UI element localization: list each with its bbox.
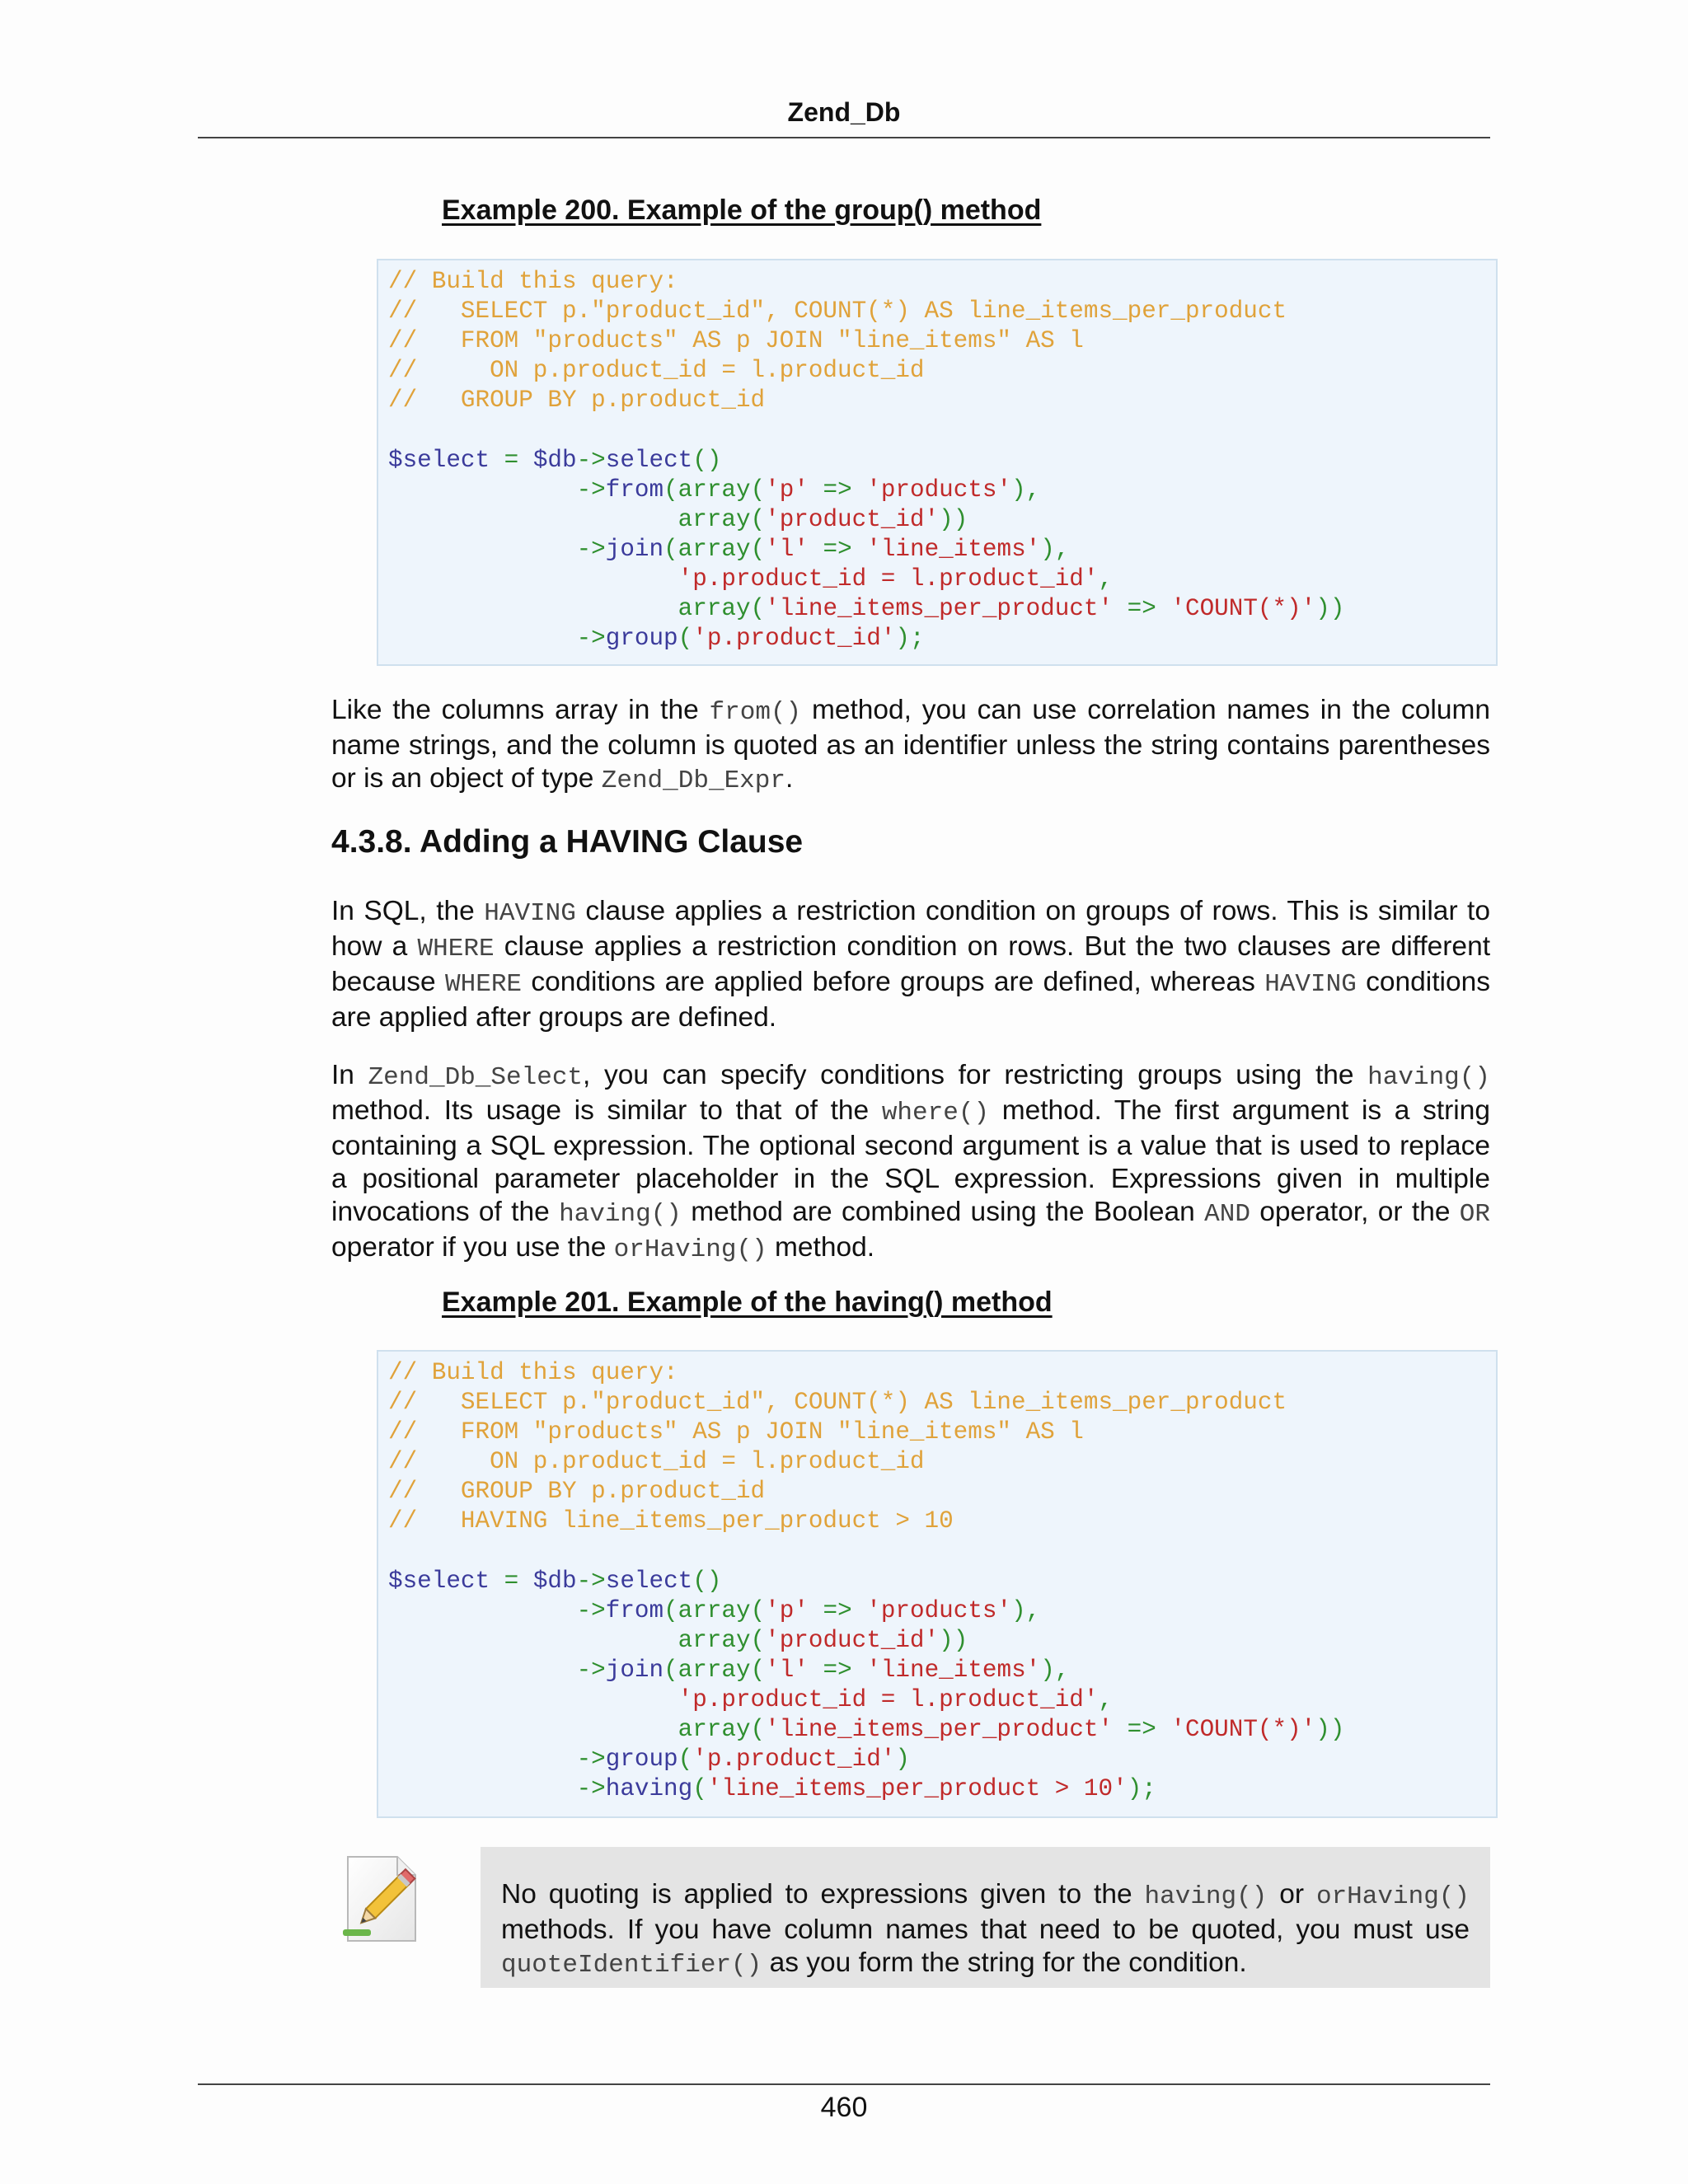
code-token: having bbox=[605, 1775, 693, 1803]
code-token: group bbox=[605, 625, 678, 653]
inline-code: WHERE bbox=[417, 935, 495, 963]
code-token: from bbox=[605, 1596, 664, 1624]
code-token: => bbox=[823, 535, 852, 563]
code-token: $select bbox=[388, 1567, 490, 1595]
code-comment-line: // SELECT p."product_id", COUNT(*) AS line_items_per_product bbox=[388, 298, 1287, 326]
pencil-note-icon bbox=[336, 1850, 427, 1947]
code-token: join bbox=[605, 535, 664, 563]
code-token: => bbox=[823, 1656, 852, 1684]
code-token: 'COUNT(*)' bbox=[1170, 595, 1316, 623]
code-token: = bbox=[490, 1567, 533, 1595]
text-run: conditions are applied after groups are defined. bbox=[331, 967, 1491, 1033]
code-token: -> bbox=[576, 446, 606, 474]
code-comment-line: // ON p.product_id = l.product_id bbox=[388, 357, 925, 385]
footer-rule bbox=[198, 2083, 1490, 2085]
code-comment-line: // FROM "products" AS p JOIN "line_items" AS l bbox=[388, 327, 1084, 355]
code-token: = bbox=[490, 446, 533, 474]
paragraph-columns-correlation bbox=[331, 694, 1490, 798]
header-rule bbox=[198, 137, 1490, 138]
text-run: Like the columns array in the bbox=[331, 695, 710, 725]
inline-code: Zend_Db_Expr bbox=[601, 766, 785, 795]
paragraph-having-method bbox=[331, 1059, 1490, 1267]
code-token: -> bbox=[576, 1775, 606, 1803]
code-token: $db bbox=[532, 1567, 577, 1595]
code-token: -> bbox=[576, 1746, 606, 1774]
code-token: 'l' bbox=[765, 1656, 809, 1684]
code-token: select bbox=[605, 1567, 693, 1595]
code-token: from bbox=[605, 476, 664, 504]
code-token: -> bbox=[576, 1567, 606, 1595]
text-run: In SQL, the bbox=[331, 896, 485, 926]
inline-code: HAVING bbox=[484, 899, 576, 928]
running-header: Zend_Db bbox=[787, 97, 901, 127]
code-token: 'COUNT(*)' bbox=[1170, 1716, 1316, 1744]
code-token: 'p' bbox=[765, 1596, 809, 1624]
inline-code: where() bbox=[881, 1099, 990, 1127]
code-token: 'p.product_id = l.product_id' bbox=[678, 1686, 1099, 1714]
section-heading: 4.3.8. Adding a HAVING Clause bbox=[331, 824, 804, 860]
code-comment-line: // Build this query: bbox=[388, 1359, 678, 1386]
code-token: => bbox=[823, 476, 852, 504]
code-token: 'p.product_id = l.product_id' bbox=[678, 565, 1099, 593]
code-token: array bbox=[678, 476, 751, 504]
code-token: array bbox=[678, 1716, 751, 1744]
code-token: 'product_id' bbox=[765, 1626, 940, 1654]
inline-code: quoteIdentifier() bbox=[501, 1951, 762, 1980]
text-run: method are combined using the Boolean bbox=[681, 1197, 1205, 1227]
inline-code: having() bbox=[1144, 1882, 1268, 1911]
code-token: $db bbox=[532, 446, 577, 474]
text-run: method. bbox=[767, 1232, 875, 1263]
inline-code: orHaving() bbox=[613, 1235, 767, 1264]
code-token: array bbox=[678, 1626, 751, 1654]
code-token: 'line_items' bbox=[866, 535, 1041, 563]
code-token: => bbox=[823, 1596, 852, 1624]
code-comment-line: // ON p.product_id = l.product_id bbox=[388, 1448, 925, 1476]
inline-code: WHERE bbox=[445, 970, 523, 999]
code-token: join bbox=[605, 1656, 664, 1684]
code-token: array bbox=[678, 1596, 751, 1624]
text-run: In bbox=[331, 1060, 368, 1090]
code-block-having bbox=[377, 1350, 1498, 1818]
text-run: . bbox=[785, 763, 794, 794]
paragraph-having-sql bbox=[331, 895, 1490, 1034]
code-comment-line: // SELECT p."product_id", COUNT(*) AS line_items_per_product bbox=[388, 1389, 1287, 1417]
code-token: -> bbox=[576, 1596, 606, 1624]
code-comment-line: // GROUP BY p.product_id bbox=[388, 387, 766, 415]
code-token: 'products' bbox=[866, 476, 1012, 504]
code-comment-line: // HAVING line_items_per_product > 10 bbox=[388, 1507, 954, 1535]
code-comment-line: // Build this query: bbox=[388, 268, 678, 295]
code-token: -> bbox=[576, 1656, 606, 1684]
code-comment-line: // GROUP BY p.product_id bbox=[388, 1478, 766, 1506]
text-run: methods. If you have column names that need to be quoted, you must use bbox=[501, 1915, 1470, 1945]
note-box bbox=[481, 1847, 1490, 1988]
code-token: -> bbox=[576, 625, 606, 653]
text-run: clause applies a restriction condition on groups of rows. This is similar to how a bbox=[331, 896, 1490, 962]
code-token: select bbox=[605, 446, 693, 474]
code-token: group bbox=[605, 1746, 678, 1774]
example-200-title: Example 200. Example of the group() method bbox=[442, 194, 1042, 226]
code-token: 'p.product_id' bbox=[692, 625, 896, 653]
code-token: 'line_items' bbox=[866, 1656, 1041, 1684]
code-token: () bbox=[692, 1567, 722, 1595]
code-token: 'line_items_per_product > 10' bbox=[706, 1775, 1128, 1803]
page-number: 460 bbox=[820, 2092, 868, 2123]
code-token: 'product_id' bbox=[765, 505, 940, 533]
text-run: method, you can use correlation names in the column name strings, and the column is quoted as an identifier unless the string contains parentheses or is an object of type bbox=[331, 695, 1490, 794]
text-run: operator if you use the bbox=[331, 1232, 614, 1263]
text-run: No quoting is applied to expressions given to the bbox=[501, 1879, 1145, 1910]
inline-code: having() bbox=[559, 1200, 682, 1229]
code-listing-group: // Build this query: // SELECT p."product_id", COUNT(*) AS line_items_per_product // FROM "products" AS p JOIN "line_items" AS l // ON p.product_id = l.product_id // GROUP BY p.product_id $select = $db->select() ->from(array('p' => 'products'), array('product_id')) ->join(array('l' => 'line_items'), 'p.product_id = l.product_id', array('line_items_per_product' => 'COUNT(*)')) ->group('p.product_id'); bbox=[388, 268, 1345, 653]
text-run: conditions are applied before groups are defined, whereas bbox=[522, 967, 1265, 997]
inline-code: orHaving() bbox=[1315, 1882, 1470, 1911]
code-token: array bbox=[678, 535, 751, 563]
inline-code: having() bbox=[1367, 1063, 1490, 1092]
code-token: () bbox=[692, 446, 722, 474]
text-run: operator, or the bbox=[1250, 1197, 1460, 1227]
inline-code: from() bbox=[709, 698, 802, 727]
inline-code: HAVING bbox=[1264, 970, 1357, 999]
code-listing-having: // Build this query: // SELECT p."product_id", COUNT(*) AS line_items_per_product // FROM "products" AS p JOIN "line_items" AS l // ON p.product_id = l.product_id // GROUP BY p.product_id // HAVING line_items_per_product > 10 $select = $db->select() ->from(array('p' => 'products'), array('product_id')) ->join(array('l' => 'line_items'), 'p.product_id = l.product_id', array('line_items_per_product' => 'COUNT(*)')) ->group('p.product_id') ->having('line_items_per_product > 10'); bbox=[388, 1359, 1345, 1803]
code-token: array bbox=[678, 595, 751, 623]
code-block-group bbox=[377, 259, 1498, 666]
code-comment-line: // FROM "products" AS p JOIN "line_items" AS l bbox=[388, 1418, 1084, 1446]
code-token: array bbox=[678, 505, 751, 533]
code-token: 'line_items_per_product' bbox=[765, 1716, 1114, 1744]
code-token: 'p.product_id' bbox=[692, 1746, 896, 1774]
code-token: 'p' bbox=[765, 476, 809, 504]
code-token: -> bbox=[576, 535, 606, 563]
text-run: or bbox=[1267, 1879, 1316, 1910]
text-run: as you form the string for the condition. bbox=[762, 1947, 1247, 1978]
text-run: , you can specify conditions for restricting groups using the bbox=[583, 1060, 1368, 1090]
example-201-title: Example 201. Example of the having() method bbox=[442, 1286, 1053, 1318]
code-token: -> bbox=[576, 476, 606, 504]
code-token: array bbox=[678, 1656, 751, 1684]
code-token: 'line_items_per_product' bbox=[765, 595, 1114, 623]
code-token: => bbox=[1127, 595, 1156, 623]
inline-code: OR bbox=[1459, 1200, 1490, 1229]
text-run: clause applies a restriction condition on rows. But the two clauses are different because bbox=[331, 931, 1491, 997]
code-token: => bbox=[1127, 1716, 1156, 1744]
text-run: method. The first argument is a string containing a SQL expression. The optional second argument is a value that is used to replace a positional parameter placeholder in the SQL expression. Expressions given in multiple invocations of the bbox=[331, 1095, 1491, 1227]
text-run: method. Its usage is similar to that of the bbox=[331, 1095, 882, 1126]
code-token: 'products' bbox=[866, 1596, 1012, 1624]
code-token: 'l' bbox=[765, 535, 809, 563]
code-token: $select bbox=[388, 446, 490, 474]
inline-code: AND bbox=[1204, 1200, 1250, 1229]
inline-code: Zend_Db_Select bbox=[368, 1063, 584, 1092]
